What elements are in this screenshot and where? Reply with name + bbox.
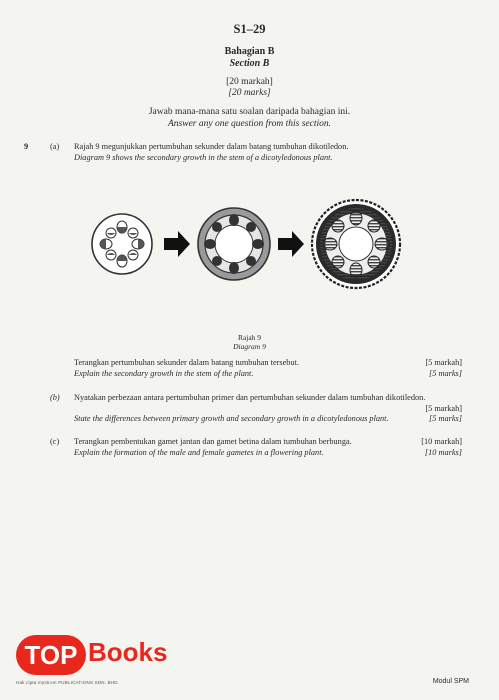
stem-secondary-growth-diagram: [84, 196, 414, 292]
part-a-intro-ms: Rajah 9 megunjukkan pertumbuhan sekunder dalam batang tumbuhan dikotiledon.: [74, 142, 349, 151]
part-c-task-en: Explain the formation of the male and female gametes in a flowering plant.: [74, 447, 324, 457]
stem-stage-1: [92, 214, 152, 274]
part-a-marks: [425, 358, 462, 379]
stem-stage-3: [312, 200, 400, 288]
part-b-task-ms: Nyatakan perbezaan antara pertumbuhan primer dan pertumbuhan sekunder dalam tumbuhan dikotiledon.: [74, 393, 426, 402]
part-a-task-en: Explain the secondary growth in the stem of the plant.: [74, 368, 254, 378]
diagram-caption-ms: Rajah 9: [237, 333, 262, 342]
arrow-icon: [164, 231, 190, 257]
question-number: 9: [24, 142, 29, 151]
section-title-ms: Bahagian B: [224, 46, 275, 57]
part-b-label: (b): [50, 393, 60, 402]
part-c-marks-ms: [10 markah]: [421, 437, 462, 446]
section-marks-ms: [20 markah]: [226, 77, 273, 87]
part-a-intro: [74, 142, 464, 163]
publisher-credit: Hak cipta mystrom PUBLICATIONS SDN. BHD.: [16, 680, 120, 685]
instruction-ms: Jawab mana-mana satu soalan daripada bahagian ini.: [148, 107, 351, 117]
part-c-marks: [421, 437, 462, 458]
part-c-label: (c): [50, 437, 60, 446]
topbooks-logo-books: Books: [88, 637, 168, 667]
diagram-caption: [0, 333, 499, 351]
part-c-task-ms: Terangkan pembentukan gamet jantan dan gamet betina dalam tumbuhan berbunga.: [74, 437, 352, 446]
part-c-marks-en: [10 marks]: [424, 447, 462, 457]
part-b-marks-en: [5 marks]: [429, 414, 462, 423]
instruction-en: Answer any one question from this section.: [168, 119, 331, 129]
part-a-task: [74, 358, 374, 379]
stem-stage-2: [198, 208, 270, 280]
footer-label: Modul SPM: [432, 678, 469, 685]
part-b-task-en: State the differences between primary growth and secondary growth in a dicotyledonous plant.: [74, 414, 389, 423]
diagram-caption-en: Diagram 9: [233, 342, 266, 351]
section-title-en: Section B: [229, 58, 270, 69]
section-title: [0, 46, 499, 70]
part-a-task-ms: Terangkan pertumbuhan sekunder dalam batang tumbuhan tersebut.: [74, 358, 299, 367]
part-a-marks-en: [5 marks]: [429, 368, 462, 378]
section-marks-en: [20 marks]: [228, 88, 271, 98]
part-a-intro-en: Diagram 9 shows the secondary growth in the stem of a dicotyledonous plant.: [74, 152, 333, 162]
part-c-task: [74, 437, 404, 458]
topbooks-logo-top: TOP: [16, 635, 86, 675]
page-number: S1–29: [233, 22, 266, 36]
part-b-marks-ms: [5 markah]: [425, 404, 462, 413]
section-marks: [0, 77, 499, 99]
arrow-icon: [278, 231, 304, 257]
part-a-marks-ms: [5 markah]: [425, 358, 462, 367]
part-a-label: (a): [50, 142, 60, 151]
section-instruction: [0, 106, 499, 130]
